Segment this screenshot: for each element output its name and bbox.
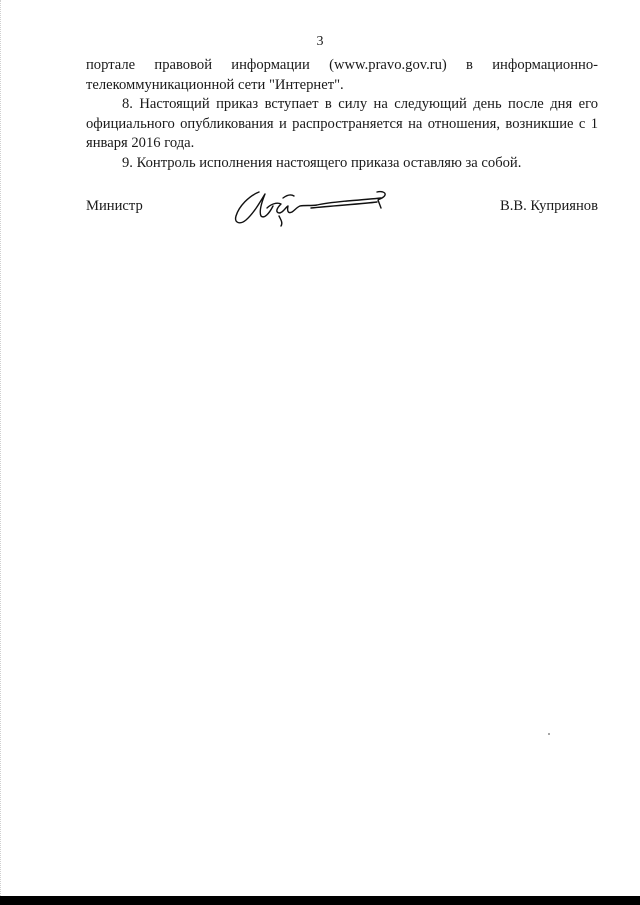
- handwritten-signature-icon: [231, 186, 393, 228]
- scan-edge-marks: [0, 0, 4, 896]
- paragraph-continuation-line-1: порталe правовой информации (www.pravo.gov.ru) в информационно-: [86, 57, 598, 73]
- paragraph-continuation-line-2: телекоммуникационной сети "Интернет".: [86, 76, 344, 93]
- signature-block: [86, 186, 598, 226]
- scan-speck: [548, 733, 550, 735]
- document-body: [86, 56, 598, 173]
- page-number: 3: [316, 34, 324, 49]
- paragraph-item-9: 9. Контроль исполнения настоящего приказа оставляю за собой.: [122, 154, 522, 171]
- signer-name: В.В. Куприянов: [500, 198, 598, 214]
- paragraph-item-8: 8. Настоящий приказ вступает в силу на следующий день после дня его официального опубликования и распространяется на отношения, возникшие с 1 января 2016 года.: [86, 96, 598, 151]
- signer-title: Министр: [86, 198, 143, 214]
- scan-bottom-border: [0, 896, 640, 905]
